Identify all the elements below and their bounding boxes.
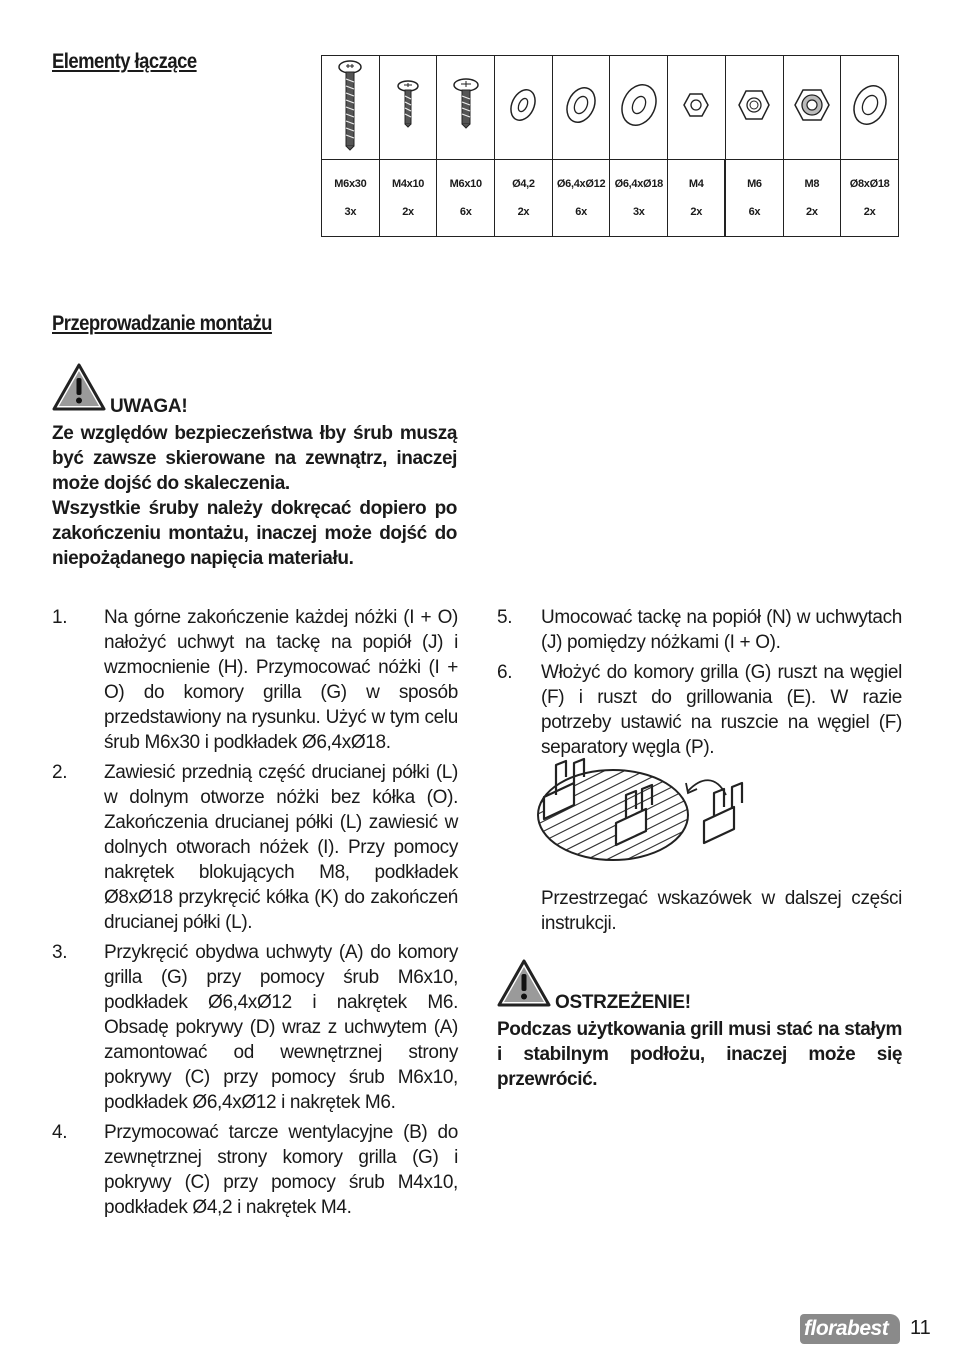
part-qty: 2x	[690, 206, 703, 218]
part-size: M6	[747, 178, 762, 190]
step-number: 2.	[52, 762, 68, 783]
step-number: 5.	[497, 607, 513, 628]
part-qty: 6x	[748, 206, 761, 218]
logo-part2: best	[847, 1317, 889, 1340]
washer-icon	[495, 56, 553, 160]
part-qty: 3x	[344, 206, 357, 218]
screw-short-icon	[379, 56, 437, 160]
hex-nut-icon	[725, 56, 783, 160]
step-text: Przykręcić obydwa uchwyty (A) do komory grilla (G) przy pomocy śrub M6x10, podkładek Ø6,4xØ12 i nakrętek M6. Obsadę pokrywy (D) wraz z uchwytem (A) zamontować od wewnętrznej strony pokrywy (C) przy pomocy śrub M6x10, podkładek Ø6,4xØ12 i nakrętek M6.	[104, 942, 458, 1113]
part-size: M4	[688, 178, 704, 190]
warning-title: UWAGA!	[110, 396, 188, 417]
part-cell	[437, 160, 495, 237]
screw-short-icon	[437, 56, 495, 160]
list-item	[497, 660, 902, 760]
step-number: 4.	[52, 1122, 68, 1143]
parts-table	[321, 55, 899, 237]
assembly-heading: Przeprowadzanie montażu	[52, 312, 272, 335]
warning-triangle-icon	[497, 959, 551, 1012]
part-size: M6x30	[334, 178, 367, 190]
part-cell	[552, 160, 610, 237]
part-qty: 2x	[863, 206, 876, 218]
warning-paragraph: Wszystkie śruby należy dokręcać dopiero po zakończeniu montażu, inaczej może dojść do niepożądanego napięcia materiału.	[52, 498, 457, 569]
florabest-logo	[800, 1314, 900, 1344]
step-text: Umocować tackę na popiół (N) w uchwytach (J) pomiędzy nóżkami (I + O).	[541, 607, 902, 653]
step-text: Przymocować tarcze wentylacyjne (B) do zewnętrznej strony komory grilla (G) i pokrywy (C) przy pomocy śrub M4x10, podkładek Ø4,2 i nakrętek M4.	[104, 1122, 458, 1218]
part-cell	[322, 160, 380, 237]
page-number: 11	[910, 1317, 931, 1339]
part-qty: 2x	[806, 206, 818, 218]
part-size: M4x10	[391, 178, 425, 190]
part-qty: 2x	[402, 206, 414, 218]
step-number: 6.	[497, 662, 513, 683]
part-qty: 6x	[575, 206, 587, 218]
part-cell	[783, 160, 841, 237]
washer-large-icon	[841, 56, 899, 160]
step-text: Na górne zakończenie każdej nóżki (I + O) nałożyć uchwyt na tackę na popiół (J) i wzmocnienie (H). Przymocować nóżki (I + O) do komory grilla (G) w sposób przedstawiony na rysunku. Użyć w tym celu śrub M6x30 i podkładek Ø6,4xØ18.	[104, 607, 458, 753]
grate-illustration	[536, 755, 776, 865]
step-text: Zawiesić przednią część drucianej półki (L) w dolnym otworze nóżki bez kółka (O). Zakończenia drucianej półki (L) zawiesić w dolnych otworach nóżek (I). Przy pomocy nakrętek blokujących M8, podkładek Ø8xØ18 przykręcić kółka (K) do zakończeń drucianej półki (L).	[104, 762, 458, 933]
step-number: 1.	[52, 607, 68, 628]
list-item	[497, 605, 902, 655]
parts-labels-row	[322, 160, 899, 237]
washer-large-icon	[610, 56, 668, 160]
warning-block	[52, 368, 457, 571]
hex-nut-icon	[668, 56, 726, 160]
list-item	[52, 1120, 458, 1220]
part-size: M6x10	[449, 178, 482, 190]
washer-icon	[552, 56, 610, 160]
screw-long-icon	[322, 56, 380, 160]
parts-heading: Elementy łączące	[52, 50, 197, 73]
steps-left	[52, 605, 458, 1225]
part-cell	[610, 160, 668, 237]
steps-right	[497, 605, 902, 765]
part-qty: 2x	[517, 206, 530, 218]
part-size: Ø6,4xØ12	[556, 178, 606, 190]
part-cell	[495, 160, 553, 237]
list-item	[52, 605, 458, 755]
logo-part1: flora	[804, 1317, 848, 1340]
part-size: Ø8xØ18	[849, 178, 890, 190]
warning-title: OSTRZEŻENIE!	[555, 992, 691, 1013]
parts-icons-row	[322, 56, 899, 160]
step-number: 3.	[52, 942, 68, 963]
part-cell	[725, 160, 783, 237]
step-text: Włożyć do komory grilla (G) ruszt na węgiel (F) i ruszt do grillowania (E). W razie potrzeby ustawić na ruszcie na węgiel (F) separatory węgla (P).	[541, 662, 902, 758]
warning-block	[497, 964, 902, 1092]
part-qty: 6x	[459, 206, 472, 218]
part-cell	[668, 160, 726, 237]
warning-paragraph: Ze względów bezpieczeństwa łby śrub muszą być zawsze skierowane na zewnątrz, inaczej może dojść do skaleczenia.	[52, 423, 457, 494]
part-size: M8	[804, 178, 820, 190]
part-cell	[841, 160, 899, 237]
list-item	[52, 760, 458, 935]
warning-paragraph: Podczas użytkowania grill musi stać na stałym i stabilnym podłożu, inaczej może się przewrócić.	[497, 1019, 902, 1090]
part-size: Ø4,2	[512, 178, 535, 190]
part-cell	[379, 160, 437, 237]
warning-triangle-icon	[52, 363, 106, 416]
list-item	[52, 940, 458, 1115]
part-qty: 3x	[632, 206, 645, 218]
part-size: Ø6,4xØ18	[614, 178, 663, 190]
note-text: Przestrzegać wskazówek w dalszej części instrukcji.	[541, 888, 902, 934]
lock-nut-icon	[783, 56, 841, 160]
